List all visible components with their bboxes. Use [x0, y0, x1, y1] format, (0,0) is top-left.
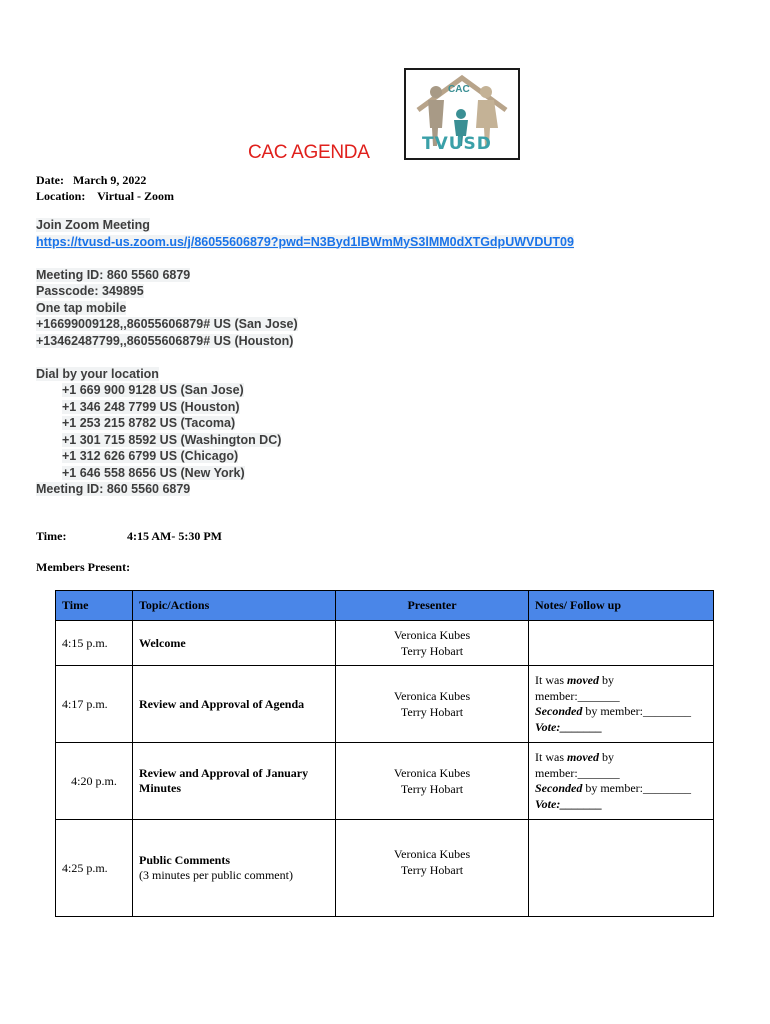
time-label: Time: — [36, 529, 67, 543]
row-notes — [529, 743, 714, 820]
header-presenter: Presenter — [336, 591, 529, 621]
presenter-name: Veronica Kubes — [393, 689, 471, 703]
meeting-id: Meeting ID: 860 5560 6879 — [36, 267, 191, 282]
seconded-word: Seconded — [535, 781, 583, 795]
header-time: Time — [56, 591, 133, 621]
presenter-name: Veronica Kubes — [393, 628, 471, 642]
dial-washington: +1 301 715 8592 US (Washington DC) — [62, 432, 282, 447]
date-value: March 9, 2022 — [72, 173, 147, 187]
row-notes — [529, 820, 714, 917]
vote-blank: Vote:_______ — [535, 719, 603, 734]
row-presenter — [336, 743, 529, 820]
location-label: Location: — [36, 189, 86, 203]
presenter-name: Terry Hobart — [400, 863, 464, 877]
row-time: 4:20 p.m. — [56, 743, 133, 820]
table-row — [56, 621, 714, 666]
header-notes: Notes/ Follow up — [529, 591, 714, 621]
zoom-link[interactable]: https://tvusd-us.zoom.us/j/86055606879?pwd=N3Byd1lBWmMyS3lMM0dXTGdpUWVDUT09 — [36, 234, 574, 249]
meeting-meta — [36, 172, 174, 204]
notes-text: by — [599, 750, 614, 764]
row-topic: Welcome — [133, 621, 336, 666]
one-tap-label: One tap mobile — [36, 300, 127, 315]
row-presenter — [336, 666, 529, 743]
time-value: 4:15 AM- 5:30 PM — [127, 529, 222, 543]
moved-member-blank: member:_______ — [535, 765, 620, 780]
logo-text-cac: CAC — [448, 84, 470, 95]
seconded-word: Seconded — [535, 704, 583, 718]
location-line — [36, 188, 174, 204]
seconded-member-blank: by member:________ — [582, 781, 691, 795]
logo-text-tvusd: TVUSD — [422, 134, 492, 154]
presenter-name: Terry Hobart — [400, 705, 464, 719]
table-row — [56, 743, 714, 820]
cac-tvusd-logo — [404, 68, 520, 160]
moved-word: moved — [567, 750, 599, 764]
dial-label: Dial by your location — [36, 366, 159, 381]
page-title: CAC AGENDA — [248, 142, 370, 163]
row-time: 4:17 p.m. — [56, 666, 133, 743]
date-label: Date: — [36, 173, 64, 187]
presenter-name: Terry Hobart — [400, 644, 464, 658]
row-presenter — [336, 621, 529, 666]
table-row — [56, 666, 714, 743]
notes-text: It was — [535, 673, 567, 687]
row-topic: Review and Approval of January Minutes — [133, 743, 336, 820]
dial-tacoma: +1 253 215 8782 US (Tacoma) — [62, 416, 236, 430]
date-line — [36, 172, 174, 188]
one-tap-san-jose[interactable]: +16699009128,,86055606879# US (San Jose) — [36, 317, 298, 331]
presenter-name: Terry Hobart — [400, 782, 464, 796]
row-notes — [529, 621, 714, 666]
notes-text: It was — [535, 750, 567, 764]
time-line — [36, 529, 222, 544]
dial-san-jose: +1 669 900 9128 US (San Jose) — [62, 383, 244, 397]
header-topic: Topic/Actions — [133, 591, 336, 621]
location-value: Virtual - Zoom — [97, 189, 175, 203]
dial-houston: +1 346 248 7799 US (Houston) — [62, 399, 240, 414]
dial-new-york: +1 646 558 8656 US (New York) — [62, 465, 245, 480]
moved-word: moved — [567, 673, 599, 687]
members-present-label: Members Present: — [36, 560, 131, 574]
row-topic — [133, 820, 336, 917]
row-notes — [529, 666, 714, 743]
topic-title: Public Comments — [139, 853, 230, 867]
moved-member-blank: member:_______ — [535, 688, 620, 703]
presenter-name: Veronica Kubes — [393, 847, 471, 861]
dial-chicago: +1 312 626 6799 US (Chicago) — [62, 449, 239, 463]
table-header-row — [56, 591, 714, 621]
presenter-name: Veronica Kubes — [393, 766, 471, 780]
zoom-details — [36, 217, 574, 498]
meeting-id-repeat: Meeting ID: 860 5560 6879 — [36, 482, 191, 496]
row-time: 4:15 p.m. — [56, 621, 133, 666]
table-row — [56, 820, 714, 917]
agenda-table — [55, 590, 714, 917]
vote-blank: Vote:_______ — [535, 796, 603, 811]
one-tap-houston[interactable]: +13462487799,,86055606879# US (Houston) — [36, 333, 294, 348]
notes-text: by — [599, 673, 614, 687]
row-topic: Review and Approval of Agenda — [133, 666, 336, 743]
join-zoom-label: Join Zoom Meeting — [36, 218, 150, 232]
row-time: 4:25 p.m. — [56, 820, 133, 917]
seconded-member-blank: by member:________ — [582, 704, 691, 718]
passcode: Passcode: 349895 — [36, 284, 144, 298]
topic-subtitle: (3 minutes per public comment) — [139, 868, 293, 882]
row-presenter — [336, 820, 529, 917]
